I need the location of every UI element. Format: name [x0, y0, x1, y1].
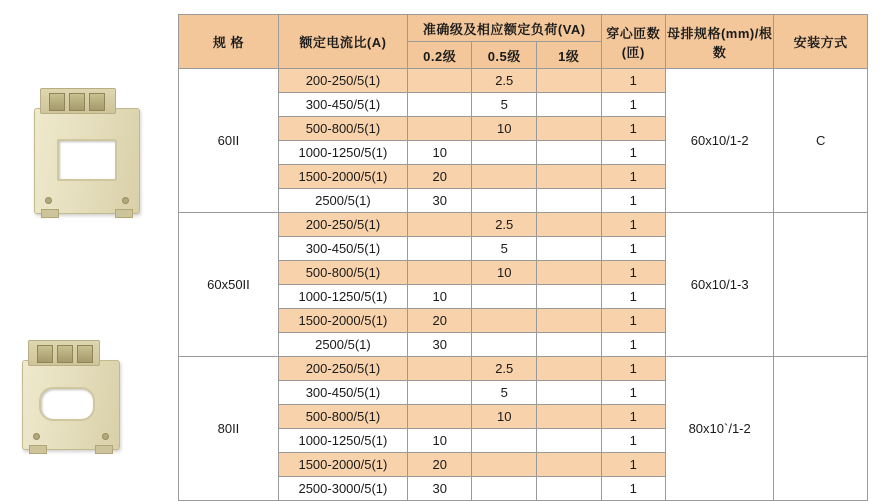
cell-turns: 1 [601, 381, 666, 405]
cell-turns: 1 [601, 261, 666, 285]
cell-turns: 1 [601, 477, 666, 501]
cell-class-05 [472, 429, 537, 453]
cell-class-1 [536, 285, 601, 309]
cell-turns: 1 [601, 453, 666, 477]
cell-install [774, 213, 868, 357]
header-accuracy-group: 准确级及相应额定负荷(VA) [407, 15, 601, 42]
header-busbar: 母排规格(mm)/根数 [666, 15, 774, 69]
cell-class-02: 20 [407, 309, 472, 333]
cell-ratio: 300-450/5(1) [278, 237, 407, 261]
cell-class-05 [472, 141, 537, 165]
mounting-foot [95, 445, 113, 454]
header-install: 安装方式 [774, 15, 868, 69]
header-class-1: 1级 [536, 42, 601, 69]
cell-class-02 [407, 405, 472, 429]
product-image-current-transformer-60 [26, 86, 146, 216]
cell-class-05: 2.5 [472, 69, 537, 93]
cell-ratio: 200-250/5(1) [278, 69, 407, 93]
cell-class-1 [536, 453, 601, 477]
cell-class-1 [536, 309, 601, 333]
cell-turns: 1 [601, 213, 666, 237]
cell-ratio: 2500/5(1) [278, 333, 407, 357]
cell-busbar: 80x10`/1-2 [666, 357, 774, 501]
cell-class-02: 30 [407, 333, 472, 357]
cell-class-02: 10 [407, 141, 472, 165]
cell-class-05: 10 [472, 405, 537, 429]
mounting-foot [29, 445, 47, 454]
cell-class-05: 5 [472, 381, 537, 405]
specification-table-wrapper [178, 14, 868, 501]
cell-class-05 [472, 309, 537, 333]
table-row [179, 213, 868, 237]
header-class-05: 0.5级 [472, 42, 537, 69]
cell-class-02 [407, 381, 472, 405]
cell-class-1 [536, 381, 601, 405]
cell-class-05: 10 [472, 117, 537, 141]
cell-install: C [774, 69, 868, 213]
cell-ratio: 2500/5(1) [278, 189, 407, 213]
cell-class-1 [536, 405, 601, 429]
header-spec: 规 格 [179, 15, 279, 69]
cell-spec: 60x50II [179, 213, 279, 357]
transformer-window [57, 139, 117, 181]
table-row [179, 69, 868, 93]
product-image-current-transformer-80 [16, 330, 136, 460]
cell-class-1 [536, 477, 601, 501]
cell-class-1 [536, 93, 601, 117]
cell-class-02 [407, 261, 472, 285]
cell-class-02: 20 [407, 453, 472, 477]
cell-ratio: 500-800/5(1) [278, 261, 407, 285]
cell-ratio: 1500-2000/5(1) [278, 309, 407, 333]
cell-class-1 [536, 117, 601, 141]
cell-class-1 [536, 333, 601, 357]
header-turns: 穿心匝数(匝) [601, 15, 666, 69]
cell-class-05: 2.5 [472, 357, 537, 381]
cell-class-05: 10 [472, 261, 537, 285]
cell-turns: 1 [601, 405, 666, 429]
cell-ratio: 2500-3000/5(1) [278, 477, 407, 501]
terminal-block [28, 340, 100, 366]
transformer-body [22, 360, 120, 450]
mounting-foot [115, 209, 133, 218]
mounting-foot [41, 209, 59, 218]
cell-class-02: 10 [407, 429, 472, 453]
terminal-screw-icon [77, 345, 93, 363]
terminal-screw-icon [37, 345, 53, 363]
cell-class-05 [472, 453, 537, 477]
cell-turns: 1 [601, 117, 666, 141]
terminal-screw-icon [89, 93, 105, 111]
cell-turns: 1 [601, 333, 666, 357]
cell-spec: 60II [179, 69, 279, 213]
screw-icon [102, 433, 109, 440]
terminal-block [40, 88, 116, 114]
cell-ratio: 200-250/5(1) [278, 357, 407, 381]
cell-class-05 [472, 165, 537, 189]
header-class-02: 0.2级 [407, 42, 472, 69]
cell-class-02 [407, 117, 472, 141]
cell-class-05: 5 [472, 237, 537, 261]
cell-turns: 1 [601, 141, 666, 165]
transformer-body [34, 108, 140, 214]
cell-class-1 [536, 213, 601, 237]
cell-class-05 [472, 333, 537, 357]
cell-class-05 [472, 189, 537, 213]
cell-turns: 1 [601, 309, 666, 333]
cell-busbar: 60x10/1-2 [666, 69, 774, 213]
screw-icon [122, 197, 129, 204]
cell-ratio: 1000-1250/5(1) [278, 285, 407, 309]
cell-turns: 1 [601, 69, 666, 93]
cell-ratio: 500-800/5(1) [278, 117, 407, 141]
table-header-row-1 [179, 15, 868, 42]
cell-turns: 1 [601, 93, 666, 117]
cell-turns: 1 [601, 357, 666, 381]
cell-turns: 1 [601, 189, 666, 213]
cell-class-02: 10 [407, 285, 472, 309]
cell-ratio: 1500-2000/5(1) [278, 453, 407, 477]
cell-class-02 [407, 237, 472, 261]
terminal-screw-icon [57, 345, 73, 363]
table-row [179, 357, 868, 381]
cell-ratio: 1000-1250/5(1) [278, 429, 407, 453]
cell-spec: 80II [179, 357, 279, 501]
cell-turns: 1 [601, 237, 666, 261]
cell-class-05: 2.5 [472, 213, 537, 237]
cell-install [774, 357, 868, 501]
cell-class-1 [536, 237, 601, 261]
cell-class-02: 30 [407, 189, 472, 213]
transformer-window [39, 387, 95, 421]
cell-ratio: 1500-2000/5(1) [278, 165, 407, 189]
cell-class-02 [407, 357, 472, 381]
screw-icon [33, 433, 40, 440]
cell-class-02: 20 [407, 165, 472, 189]
cell-class-1 [536, 69, 601, 93]
cell-class-1 [536, 357, 601, 381]
cell-class-02 [407, 93, 472, 117]
screw-icon [45, 197, 52, 204]
cell-ratio: 500-800/5(1) [278, 405, 407, 429]
cell-turns: 1 [601, 429, 666, 453]
cell-turns: 1 [601, 285, 666, 309]
terminal-screw-icon [49, 93, 65, 111]
cell-ratio: 200-250/5(1) [278, 213, 407, 237]
cell-class-1 [536, 141, 601, 165]
terminal-screw-icon [69, 93, 85, 111]
cell-class-1 [536, 165, 601, 189]
cell-class-05: 5 [472, 93, 537, 117]
cell-busbar: 60x10/1-3 [666, 213, 774, 357]
specification-table [178, 14, 868, 501]
product-image-column [0, 0, 178, 486]
cell-class-02 [407, 69, 472, 93]
cell-class-05 [472, 285, 537, 309]
cell-class-1 [536, 189, 601, 213]
cell-class-02 [407, 213, 472, 237]
cell-turns: 1 [601, 165, 666, 189]
header-ratio: 额定电流比(A) [278, 15, 407, 69]
cell-ratio: 300-450/5(1) [278, 93, 407, 117]
cell-class-05 [472, 477, 537, 501]
cell-ratio: 300-450/5(1) [278, 381, 407, 405]
cell-class-1 [536, 261, 601, 285]
cell-class-1 [536, 429, 601, 453]
cell-ratio: 1000-1250/5(1) [278, 141, 407, 165]
cell-class-02: 30 [407, 477, 472, 501]
